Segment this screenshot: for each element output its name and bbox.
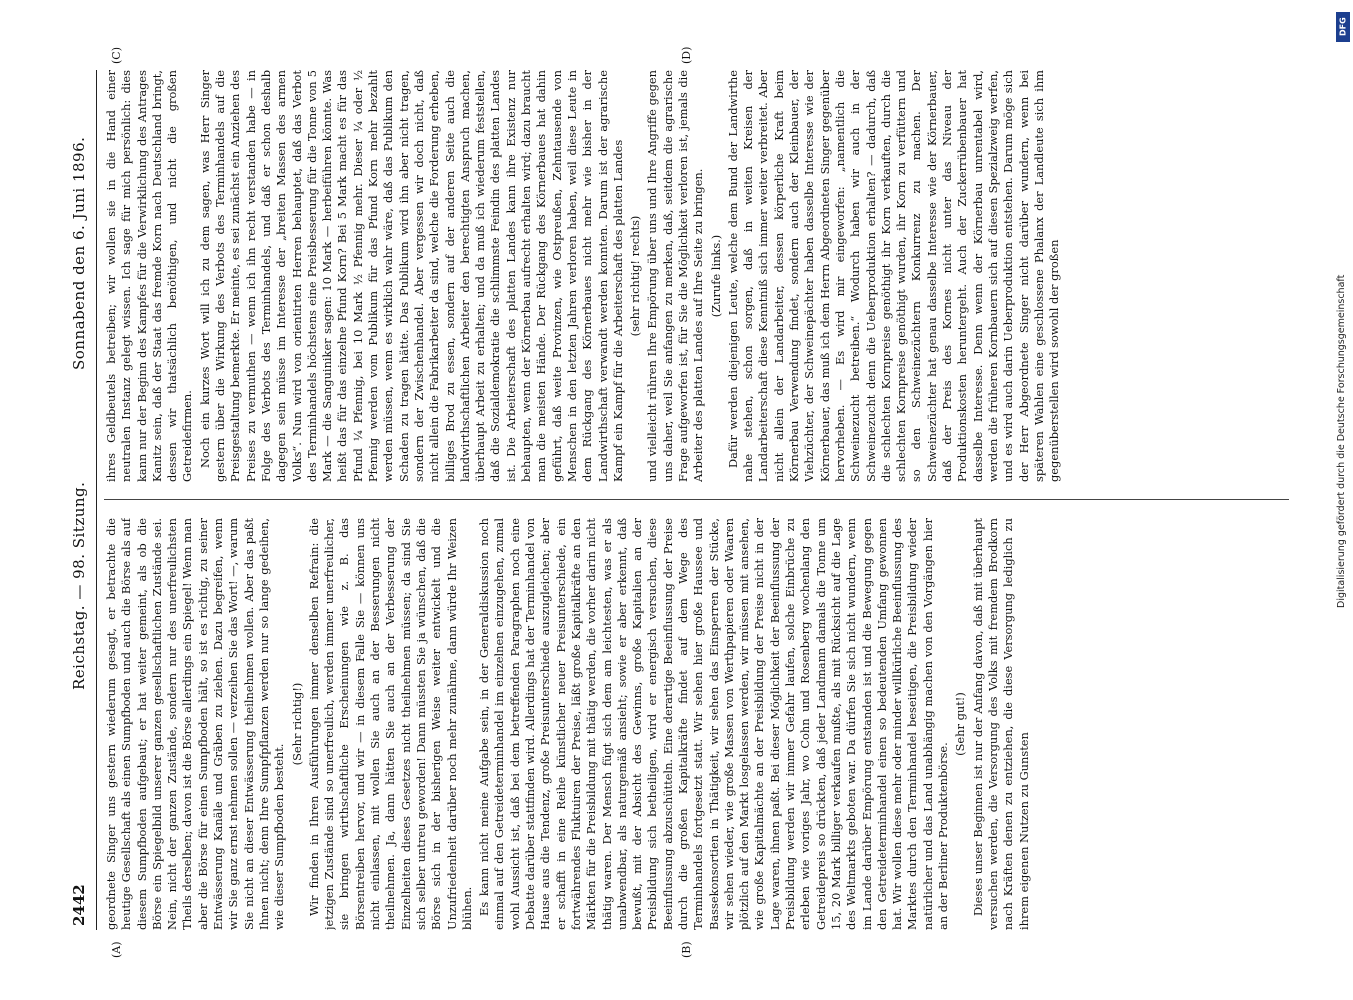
margin-marker-d: (D) [680,46,693,64]
margin-marker-b: (B) [680,941,693,958]
paragraph: Dieses unser Beginnen ist nur der Anfang davon, daß mit überhaupt versuchen werden, die Versorgung des Volks mit fremdem Brodkorn nach Kräften denen zu entziehen, die diese Versorgung lediglich zu ihrem eigenen Nutzen zu Gunsten [970,518,1031,930]
margin-marker-a: (A) [110,941,123,958]
paragraph: geordnete Singer uns gestern wiederum gesagt, er betrachte die heutige Gesellschaft als einen Sumpfboden und auch die Börse als auf diesem Sumpfboden aufgebaut; er hat weiter gemeint, als ob die Börse ein Spiegelbild unserer ganzen gesellschaftlichen Zustände sei. Nein, nicht der ganzen Zustände, sondern nur des unerfreulichsten Theils derselben; davon ist die Börse allerdings ein Spiegel! Wenn man aber die Börse für einen Sumpfboden hält, so ist es richtig, zu seiner Entwässerung Kanäle und Gräben zu ziehen. Dazu begreifen, wenn wir Sie ganz ernst nehmen sollen — verzeihen Sie das Wort! —, warum Sie nicht an dieser Entwässerung theilnehmen wollen. Aber das paßt Ihnen nicht; denn Ihre Sumpfpflanzen werden nur so lange gedeihen, wie dieser Sumpfboden besteht. [104,518,287,930]
paragraph: ihres Geldbeutels betreiben; wir wollen sie in die Hand einer neutralen Instanz gelegt wissen. Ich sage für mich persönlich: dies kann nur der Beginn des Kampfes für die Verwirklichung des Antrages Kanitz sein, daß der Staat das fremde Korn nach Deutschland bringt, dessen wir thatsächlich benöthigen, und nicht die großen Getreidefirmen. [104,70,195,482]
paragraph: Noch ein kurzes Wort will ich zu dem sagen, was Herr Singer gestern über die Wirkung des Verbots des Terminhandels auf die Preisgestaltung bemerkte. Er meinte, es sei zunächst ein Anziehen des Preises zu vermuthen — wenn ich ihn recht verstanden habe — in Folge des Verbots des Terminhandels, und daß er schon deshalb dagegen sein müsse im Interesse der „breiten Massen des armen Volks“. Nun wird von orientirten Herren behauptet, daß das Verbot des Terminhandels höchstens eine Preisbesserung für die Tonne von 5 Mark — die Sanguiniker sagen: 10 Mark — herbeiführen könnte. Was heißt das für das einzelne Pfund Korn? Bei 5 Mark macht es für das Pfund ¼ Pfennig, bei 10 Mark ½ Pfennig mehr. Dieser ¼ oder ½ Pfennig werden vom Publikum für das Pfund Korn mehr bezahlt werden müssen, wenn es wirklich wahr wäre, daß das Publikum den Schaden zu tragen hätte. Das Publikum wird ihn aber nicht tragen, sondern der Zwischenhandel. Aber vergessen wir doch nicht, daß nicht allein die Fabrikarbeiter da sind, welche die Forderung erheben, billiges Brod zu essen, sondern auf der anderen Seite auch die landwirthschaftlichen Arbeiter den berechtigten Anspruch machen, überhaupt Arbeit zu erhalten; und da muß ich wiederum feststellen, daß die Sozialdemokratie die schlimmste Feindin des platten Landes ist. Die Arbeiterschaft des platten Landes kann ihre Existenz nur behaupten, wenn der Körnerbau aufrecht erhalten wird; dazu braucht man die meisten Hände. Der Rückgang des Körnerbaues hat dahin geführt, daß weite Provinzen, wie Ostpreußen, Zehntausende von Menschen in den letzten Jahren verloren haben, weil diese Leute in dem Rückgang des Körnerbaues nicht mehr wie bisher in der Landwirthschaft verwandt werden konnten. Darum ist der agrarische Kampf ein Kampf für die Arbeiterschaft des platten Landes [197,70,625,482]
newspaper-page [60,46,1300,958]
digitization-credit: Digitalisierung gefördert durch die Deutsche Forschungsgemeinschaft [1336,274,1347,608]
paragraph: Dafür werden diejenigen Leute, welche dem Bund der Landwirthe nahe stehen, schon sorgen, daß in weiten Kreisen der Landarbeiterschaft diese Kenntniß sich immer weiter verbreitet. Aber nicht allein der Landarbeiter, dessen körperliche Kraft beim Körnerbau Verwendung findet, sondern auch der Kleinbauer, der Viehzüchter, der Schweinepächter haben dasselbe Interesse wie der Körnerbauer, das muß ich dem Herrn Abgeordneten Singer gegenüber hervorheben. — Es wird mir eingeworfen: „namentlich die Schweinezucht betreiben.“ Wodurch haben wir auch in der Schweinezucht denn die Ueberproduktion erhalten? — dadurch, daß die schlechten Kornpreise genöthigt ihr Korn verkauften, durch die schlechten Kornpreise genöthigt wurden, ihr Korn zu verfüttern und so den Schweinezüchtern Konkurrenz zu machen. Der Schweinezüchter hat genau dasselbe Interesse wie der Körnerbauer, daß der Preis des Kornes nicht unter das Niveau der Produktionskosten heruntergeht. Auch der Zuckerrübenbauer hat dasselbe Interesse. Denn wenn der Körnerbau unrentabel wird, werden die früheren Kornbauern sich auf diesen Spezialzweig werfen, und es wird auch darin Ueberproduktion entstehen. Darum möge sich der Herr Abgeordnete Singer nicht darüber wundern, wenn bei späteren Wahlen eine geschlossene Phalanx der Landleute sich ihm gegenüberstellen wird sowohl der großen [725,70,1062,482]
paragraph: und vielleicht rühren Ihre Empörung über uns und Ihre Angriffe gegen uns daher, weil Sie anfangen zu merken, daß, seitdem die agrarische Frage aufgeworfen ist, für Sie die Möglichkeit verloren ist, jemals die Arbeiter des platten Landes auf Ihre Seite zu bringen. [645,70,706,482]
interjection: (Sehr richtig!) [289,682,304,766]
interjection: (sehr richtig! rechts) [628,215,643,337]
paragraph: Wir finden in Ihren Ausführungen immer denselben Refrain: die jetzigen Zustände sind so unerfreulich, werden immer unerfreulicher, sie bringen wirthschaftliche Erscheinungen wie z. B. das Börsentreiben hervor, und wir — in diesem Falle Sie — können uns nicht einlassen, mit wollen Sie auch an der Besserungen nicht theilnehmen. Ja, dann hätten Sie auch an der Verbesserung der Einzelheiten dieses Gesetzes nicht theilnehmen müssen; da sind Sie sich selber untreu geworden! Dann müssten Sie ja wünschen, daß die Börse sich in der bisherigen Weise weiter entwickelt und die Unzufriedenheit darüber noch mehr zunähme, dann würde Ihr Weizen blühen. [306,518,474,930]
session-date: Sonnabend den 6. Juni 1896. [70,136,88,370]
dfg-logo: DFG [1336,12,1350,42]
margin-marker-c: (C) [110,47,123,64]
column-divider [104,499,1289,500]
left-column [104,518,1289,930]
interjection: (Zurufe links.) [708,234,723,318]
page-number: 2442 [70,884,88,926]
page-header [60,70,97,930]
paragraph: Es kann nicht meine Aufgabe sein, in der Generaldiskussion noch einmal auf den Getreideterminhandel im einzelnen einzugehen, zumal wohl Aussicht ist, daß bei dem betreffenden Paragraphen noch eine Debatte darüber stattfinden wird. Allerdings hat der Terminhandel von Hause aus die Tendenz, große Preisunterschiede auszugleichen; aber er schafft in eine Reihe künstlicher neuer Preisunterschiede, ein fortwährendes Fluktuiren der Preise, läßt große Kapitalkräfte an den Märkten für die Preisbildung mit thätig werden, die vorher darin nicht thätig waren. Der Mensch fügt sich dem am leichtesten, was er als unabwendbar, als naturgemäß ansieht; sowie er aber erkennt, daß bewußt, mit der Absicht des Gewinns, große Kapitalien an der Preisbildung sich betheiligen, wird er energisch versuchen, diese Beeinflussung abzuschütteln. Eine derartige Beeinflussung der Preise durch die großen Kapitalkräfte findet auf dem Wege des Terminhandels fortgesetzt statt. Wir sehen hier große Haussee und Bassekonsortien in Thätigkeit, wir sehen das Einsperren der Stücke, wir sehen wieder, wie große Massen von Werthpapieren oder Waaren plötzlich auf den Markt losgelassen werden, wir müssen mit ansehen, wie große Kapitalmächte an der Preisbildung der Preise nicht in der Lage waren, ihnen paßt. Bei dieser Möglichkeit der Beeinflussung der Preisbildung werden wir immer Gefahr laufen, solche Einbrüche zu erleben wie voriges Jahr, wo Cohn und Rosenberg wochenlang den Getreidepreis so drückten, daß jeder Landmann damals die Tonne um 15, 20 Mark billiger verkaufen mußte, als mit Rücksicht auf die Lage des Weltmarkts geboten war. Da dürfen Sie sich nicht wundern, wenn im Lande darüber Empörung entstanden ist und die Bewegung gegen den Getreideterminhandel einen so bedeutenden Umfang gewonnen hat. Wir wollen diese mehr oder minder willkürliche Beeinflussung des Marktes durch den Terminhandel beseitigen, die Preisbildung wieder natürlicher und das Land unabhängig machen von den Vorgängen hier an der Berliner Produktenbörse. [477,518,951,930]
right-column [104,70,1289,482]
interjection: (Sehr gut!) [953,692,968,756]
digitization-sidebar [1336,8,1350,992]
session-title: Reichstag. — 98. Sitzung. [70,481,88,690]
